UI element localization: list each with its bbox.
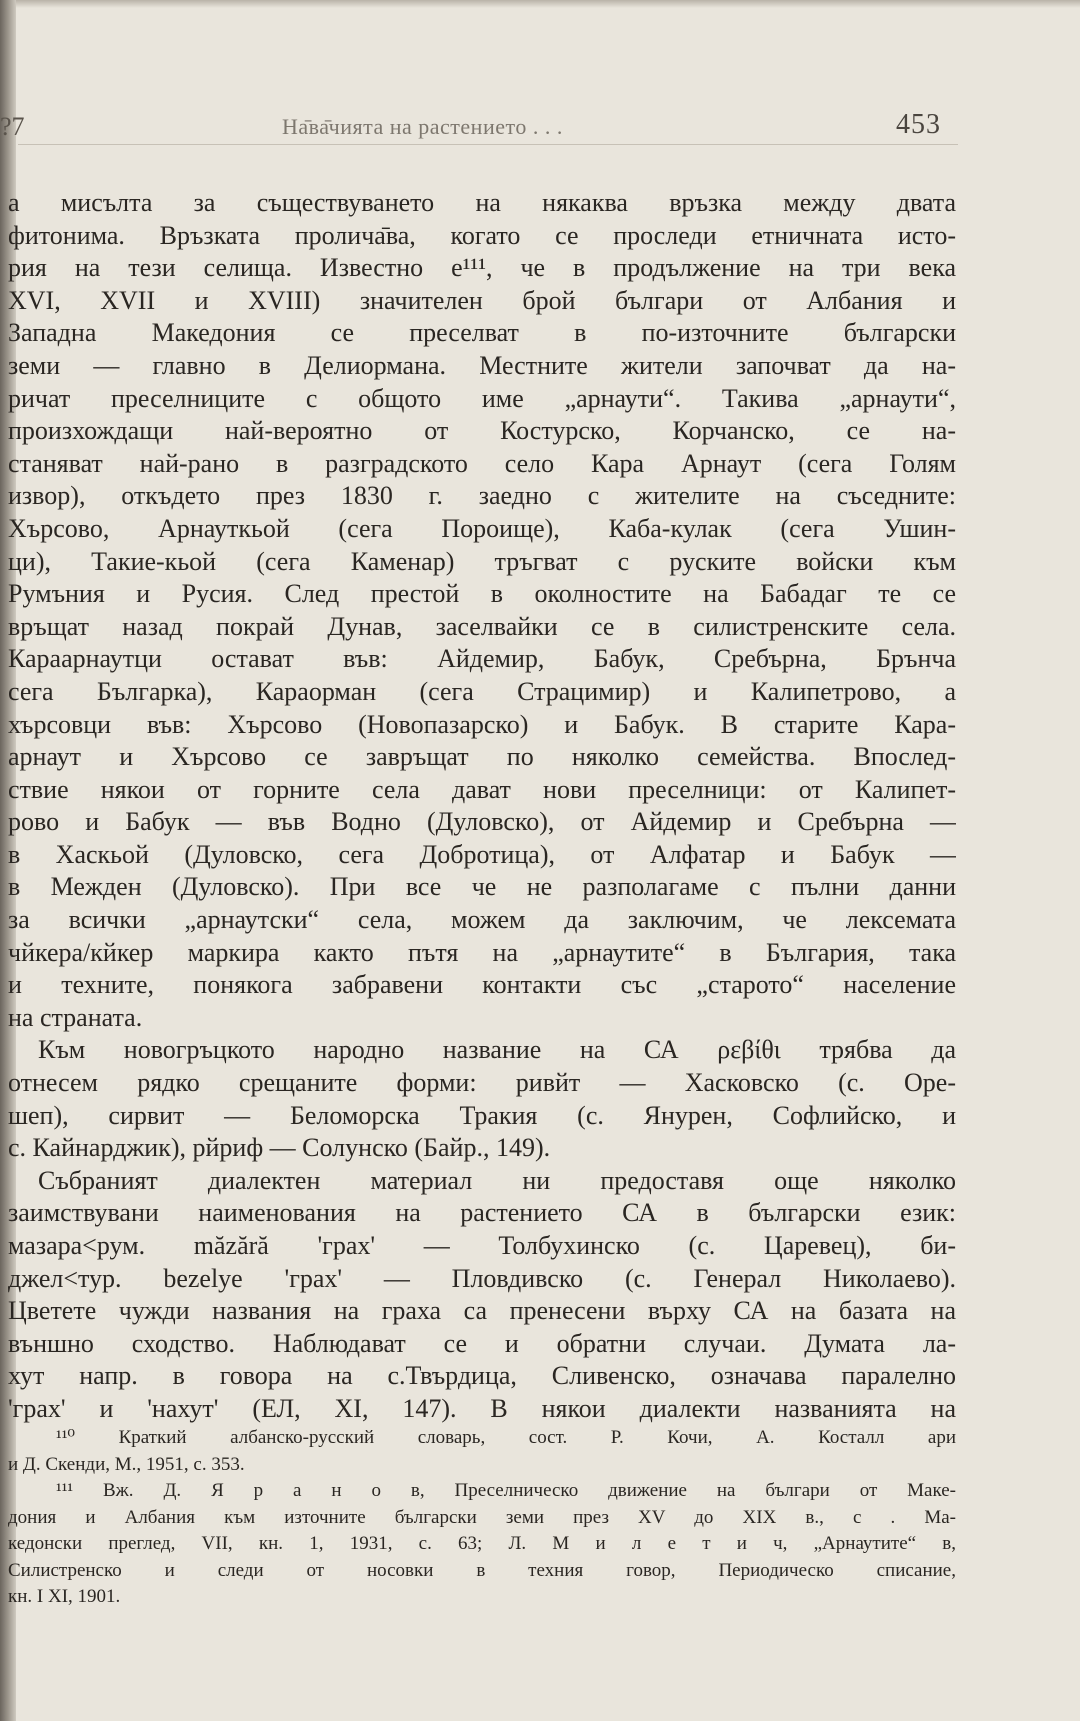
body-text-line: Цветете чужди названия на граха са пренесени върху СА на базата на [8,1296,956,1326]
body-text-line: шеп), сирвит — Беломорска Тракия (с. Янурен, Софлийско, и [8,1100,956,1130]
body-text-line: фитонима. Връзката пролича̄ва, когато се проследи етничната исто- [8,220,956,250]
body-text-line: Към новогръцкото народно название на СА ρεβίθι трябва да [38,1035,956,1065]
body-text-line: XVI, XVII и XVIII) значителен брой българи от Албания и [8,285,956,315]
body-text-line: Събраният диалектен материал ни предоставя още няколко [38,1165,956,1195]
body-text-line: хърсовци във: Хърсово (Новопазарско) и Бабук. В старите Кара- [8,709,956,739]
body-text-line: външно сходство. Наблюдават се и обратни случаи. Думата ла- [8,1328,956,1358]
body-text-line: на страната. [8,1002,143,1032]
footnotes [8,1425,956,1611]
body-text-line: Румъния и Русия. След престой в околностите на Бабадаг те се [8,579,956,609]
body-text-line: сега Българка), Караорман (сега Страцимир) и Калипетрово, а [8,676,956,706]
body-text-line: ци), Такие-кьой (сега Каменар) тръгват с руските войски към [8,546,956,576]
footnote-line: кедонски преглед, VII, кн. 1, 1931, с. 63; Л. М и л е т и ч, „Арнаутите“ в, [8,1533,956,1554]
footnote-line: ¹¹⁰ Краткий албанско-русский словарь, сост. Р. Кочи, А. Косталл ари [56,1427,956,1448]
body-text [8,187,956,1426]
body-text-line: извор), откъдето през 1830 г. заедно с жителите на съседните: [8,481,956,511]
footnote-line: и Д. Скенди, М., 1951, с. 353. [8,1453,245,1475]
body-text-line: ричат преселниците с общото име „арнаути“. Такива „арнаути“, [8,383,956,413]
body-text-line: чйкера/кйкер маркира както пътя на „арнаутите“ в България, така [8,937,956,967]
body-text-line: и техните, понякога забравени контакти със „старото“ население [8,970,956,1000]
footnote-line: Силистренско и следи от носовки в техния говор, Периодическо списание, [8,1559,956,1581]
running-title: На̄ва̄чията на растението . . . [282,114,563,139]
footnote-line: ¹¹¹ Вж. Д. Я р а н о в, Преселническо движение на българи от Маке- [56,1480,956,1501]
body-text-line: Хърсово, Арнауткьой (сега Пороище), Каба-кулак (сега Ушин- [8,513,956,543]
body-text-line: Караарнаутци остават във: Айдемир, Бабук, Сребърна, Брънча [8,644,956,674]
footnote-line: кн. I XI, 1901. [8,1586,121,1607]
body-text-line: в Межден (Дуловско). При все че не разполагаме с пълни данни [8,872,956,902]
body-text-line: отнесем рядко срещаните форми: ривйт — Хасковско (с. Оре- [8,1068,956,1098]
body-text-line: рово и Бабук — във Водно (Дуловско), от Айдемир и Сребърна — [8,807,956,837]
body-text-line: в Хаскьой (Дуловско, сега Добротица), от Алфатар и Бабук — [8,839,956,869]
body-text-line: земи — главно в Делиормана. Местните жители започват да на- [8,350,956,380]
body-text-line: мазара<рум. măzără 'грах' — Толбухинско (с. Царевец), би- [8,1231,956,1260]
body-text-line: джел<тур. bezelye 'грах' — Пловдивско (с. Генерал Николаево). [8,1263,956,1293]
body-text-line: с. Кайнарджик), рйриф — Солунско (Байр., 149). [8,1133,551,1163]
body-text-line: ствие някои от горните села дават нови преселници: от Калипет- [8,774,956,804]
body-text-line: произхождащи най-вероятно от Костурско, Корчанско, се на- [8,416,956,446]
footnote-line: дония и Албания към източните български земи през XV до XIX в., с . Ма- [8,1506,956,1528]
body-text-line: рия на тези селища. Известно е¹¹¹, че в продължение на три века [8,253,956,283]
body-text-line: хут напр. в говора на с.Твърдица, Сливенско, означава паралелно [8,1361,956,1391]
page-top-edge [0,0,1080,8]
running-header [0,104,1080,144]
body-text-line: Западна Македония се преселват в по-източните български [8,318,956,348]
page-number: 453 [896,109,941,140]
body-text-line: а мисълта за съществуването на някаква връзка между двата [8,188,956,217]
body-text-line: арнаут и Хърсово се завръщат по няколко семейства. Впослед- [8,742,956,772]
body-text-line: връщат назад покрай Дунав, заселвайки се в силистренските села. [8,611,956,641]
body-text-line: 'грах' и 'нахут' (ЕЛ, XI, 147). В някои диалекти названията на [8,1393,956,1423]
body-text-line: заимствувани наименования на растението СА в български език: [8,1198,956,1228]
body-text-line: за всички „арнаутски“ села, можем да заключим, че лексемата [8,905,956,935]
header-rule [18,144,958,145]
body-text-line: станяват най-рано в разградското село Кара Арнаут (сега Голям [8,448,956,478]
previous-page-fragment: ?7 [0,112,25,141]
